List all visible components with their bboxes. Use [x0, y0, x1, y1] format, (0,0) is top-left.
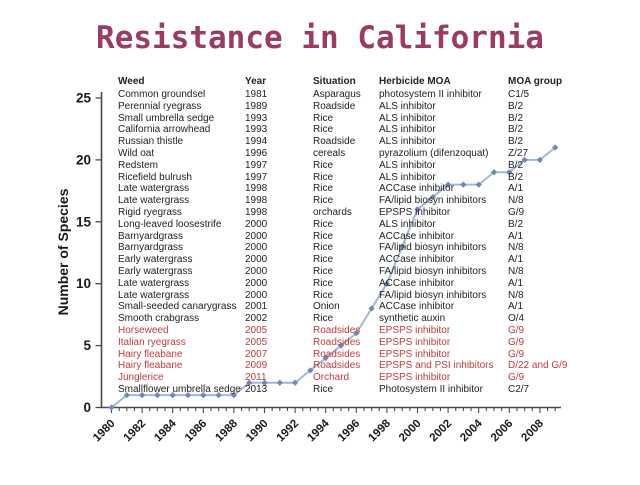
y-tick-label: 15: [75, 214, 91, 230]
cell-weed: Perennial ryegrass: [118, 100, 202, 112]
y-tick-label: 0: [83, 400, 91, 415]
cell-herbicide-moa: FA/lipid biosyn inhibitors: [379, 242, 487, 254]
cell-moa-group: N/8: [508, 266, 524, 277]
cell-weed: Redstem: [118, 159, 159, 171]
x-tick-label: 1996: [335, 417, 363, 445]
cell-moa-group: A/1: [508, 301, 524, 313]
cell-situation: Rice: [313, 289, 334, 301]
column-header: Weed: [118, 76, 145, 87]
cell-situation: orchards: [313, 207, 352, 218]
cell-weed: Late watergrass: [118, 183, 190, 195]
cell-weed: Junglerice: [118, 372, 164, 384]
cell-year: 1998: [245, 207, 268, 218]
cell-herbicide-moa: ACCase inhibitor: [379, 254, 455, 266]
cell-herbicide-moa: ALS inhibitor: [379, 136, 436, 148]
cell-herbicide-moa: ACCase inhibitor: [379, 183, 455, 195]
weed-resistance-table: [118, 77, 588, 407]
x-tick-label: 1992: [274, 417, 302, 445]
y-tick-label: 5: [83, 338, 91, 354]
cell-year: 1997: [245, 159, 268, 171]
cell-herbicide-moa: ALS inhibitor: [379, 100, 436, 112]
cell-situation: Asparagus: [313, 89, 361, 100]
cell-year: 1998: [245, 183, 268, 195]
cell-weed: Late watergrass: [118, 195, 190, 207]
cell-herbicide-moa: Photosystem II inhibitor: [379, 384, 483, 395]
cell-moa-group: A/1: [508, 277, 524, 289]
cell-weed: Ricefield bulrush: [118, 171, 192, 183]
cell-situation: Onion: [313, 301, 340, 313]
cell-year: 2013: [245, 384, 268, 395]
cell-weed: Small umbrella sedge: [118, 112, 215, 124]
y-tick-label: 10: [75, 276, 91, 292]
cell-herbicide-moa: synthetic auxin: [379, 313, 446, 325]
x-tick-label: 1982: [121, 417, 149, 445]
cell-weed: Hairy fleabane: [118, 360, 183, 372]
cell-moa-group: B/2: [508, 112, 524, 124]
cell-weed: Barnyardgrass: [118, 230, 184, 242]
cell-year: 2007: [245, 348, 268, 360]
cell-moa-group: N/8: [508, 195, 524, 207]
cell-situation: Rice: [313, 384, 334, 395]
cell-situation: Rice: [313, 218, 334, 230]
cell-situation: Roadsides: [313, 336, 361, 348]
cell-moa-group: A/1: [508, 230, 524, 242]
cell-situation: Rice: [313, 254, 334, 266]
x-tick-label: 1998: [366, 417, 394, 445]
x-tick-label: 2006: [488, 417, 516, 445]
cell-year: 2000: [245, 266, 268, 277]
cell-situation: Rice: [313, 171, 334, 183]
cell-moa-group: G/9: [508, 336, 525, 348]
column-header: Situation: [313, 76, 356, 87]
cell-moa-group: D/22 and G/9: [508, 360, 568, 372]
x-tick-label: 2004: [458, 417, 485, 445]
column-header: Herbicide MOA: [379, 76, 451, 87]
cell-year: 2000: [245, 254, 268, 266]
cell-moa-group: Z/27: [508, 148, 529, 159]
cell-situation: Rice: [313, 124, 334, 136]
cell-situation: Rice: [313, 242, 334, 254]
cell-year: 2000: [245, 242, 268, 254]
cell-situation: cereals: [313, 148, 346, 159]
cell-moa-group: A/1: [508, 254, 524, 266]
cell-moa-group: B/2: [508, 124, 524, 136]
cell-weed: California arrowhead: [118, 124, 211, 136]
cell-weed: Common groundsel: [118, 89, 206, 100]
cell-herbicide-moa: FA/lipid biosyn inhibitors: [379, 195, 487, 207]
cell-situation: Rice: [313, 195, 334, 207]
cell-weed: Early watergrass: [118, 266, 193, 277]
column-header: MOA group: [508, 76, 563, 87]
x-tick-label: 1984: [152, 417, 179, 445]
cell-weed: Smooth crabgrass: [118, 313, 200, 325]
cell-moa-group: N/8: [508, 289, 524, 301]
cell-herbicide-moa: EPSPS inhibitor: [379, 372, 451, 384]
y-tick-label: 25: [75, 90, 91, 106]
cell-moa-group: G/9: [508, 372, 525, 384]
cell-herbicide-moa: ACCase inhibitor: [379, 277, 455, 289]
cell-moa-group: C1/5: [508, 89, 530, 100]
cell-moa-group: O/4: [508, 313, 525, 325]
x-tick-label: 2008: [519, 417, 547, 445]
cell-weed: Late watergrass: [118, 289, 190, 301]
cell-herbicide-moa: FA/lipid biosyn inhibitors: [379, 266, 487, 277]
cell-herbicide-moa: ALS inhibitor: [379, 112, 436, 124]
cell-year: 2000: [245, 289, 268, 301]
x-tick-label: 1986: [182, 417, 210, 445]
cell-herbicide-moa: EPSPS inhibitor: [379, 325, 451, 336]
cell-herbicide-moa: ALS inhibitor: [379, 218, 436, 230]
cell-situation: Rice: [313, 112, 334, 124]
cell-moa-group: B/2: [508, 218, 524, 230]
cell-year: 2001: [245, 301, 268, 313]
cell-moa-group: B/2: [508, 171, 524, 183]
cell-weed: Late watergrass: [118, 277, 190, 289]
cell-year: 1996: [245, 148, 268, 159]
cell-year: 1989: [245, 100, 268, 112]
cell-year: 1998: [245, 195, 268, 207]
cell-situation: Rice: [313, 183, 334, 195]
y-axis-label: Number of Species: [55, 188, 71, 316]
cell-herbicide-moa: EPSPS inhibitor: [379, 207, 451, 218]
cell-weed: Early watergrass: [118, 254, 193, 266]
cell-situation: Orchard: [313, 372, 350, 384]
cell-year: 2009: [245, 360, 268, 372]
cell-herbicide-moa: ACCase inhibitor: [379, 301, 455, 313]
cell-year: 1993: [245, 112, 268, 124]
cell-situation: Rice: [313, 313, 334, 325]
cell-year: 1981: [245, 89, 268, 100]
cell-moa-group: G/9: [508, 325, 525, 336]
cell-year: 2005: [245, 325, 268, 336]
cell-weed: Smallflower umbrella sedge: [118, 384, 241, 395]
cell-herbicide-moa: FA/lipid biosyn inhibitors: [379, 289, 487, 301]
cell-weed: Rigid ryegrass: [118, 207, 182, 218]
cell-moa-group: N/8: [508, 242, 524, 254]
cell-situation: Rice: [313, 277, 334, 289]
cell-situation: Roadsides: [313, 325, 361, 336]
y-tick-label: 20: [75, 152, 91, 168]
cell-herbicide-moa: ALS inhibitor: [379, 159, 436, 171]
cell-moa-group: A/1: [508, 183, 524, 195]
cell-year: 2002: [245, 313, 268, 325]
cell-situation: Roadsides: [313, 360, 361, 372]
cell-herbicide-moa: ALS inhibitor: [379, 124, 436, 136]
cell-year: 1994: [245, 136, 268, 148]
cell-weed: Long-leaved loosestrife: [118, 218, 222, 230]
x-tick-label: 1994: [305, 417, 332, 445]
cell-moa-group: B/2: [508, 159, 524, 171]
cell-moa-group: G/9: [508, 207, 525, 218]
cell-weed: Horseweed: [118, 325, 169, 336]
cell-herbicide-moa: pyrazolium (difenzoquat): [379, 148, 489, 159]
cell-year: 2005: [245, 336, 268, 348]
cell-year: 2000: [245, 230, 268, 242]
cell-situation: Roadsides: [313, 348, 361, 360]
x-tick-label: 1980: [91, 417, 118, 445]
cell-moa-group: C2/7: [508, 384, 530, 395]
cell-herbicide-moa: EPSPS and PSI inhibitors: [379, 360, 494, 372]
cell-herbicide-moa: photosystem II inhibitor: [379, 89, 482, 100]
cell-situation: Roadside: [313, 100, 356, 112]
cell-year: 2000: [245, 218, 268, 230]
slide-title: Resistance in California: [96, 20, 544, 56]
cell-situation: Rice: [313, 159, 334, 171]
cell-year: 2000: [245, 277, 268, 289]
cell-moa-group: B/2: [508, 136, 524, 148]
cell-herbicide-moa: EPSPS inhibitor: [379, 348, 451, 360]
cell-year: 2011: [245, 372, 267, 384]
x-tick-label: 1988: [213, 417, 241, 445]
cell-weed: Russian thistle: [118, 136, 184, 148]
cell-weed: Hairy fleabane: [118, 348, 183, 360]
column-header: Year: [245, 76, 267, 87]
x-tick-label: 1990: [244, 417, 271, 445]
cell-herbicide-moa: ALS inhibitor: [379, 171, 436, 183]
cell-weed: Wild oat: [118, 148, 155, 159]
x-tick-label: 2000: [397, 417, 424, 445]
cell-situation: Rice: [313, 230, 334, 242]
cell-year: 1997: [245, 171, 268, 183]
cell-moa-group: B/2: [508, 100, 524, 112]
cell-situation: Roadside: [313, 136, 356, 148]
cell-situation: Rice: [313, 266, 334, 277]
cell-moa-group: G/9: [508, 348, 525, 360]
x-tick-label: 2002: [427, 417, 455, 445]
cell-weed: Barnyardgrass: [118, 242, 184, 254]
cell-herbicide-moa: EPSPS inhibitor: [379, 336, 451, 348]
cell-weed: Small-seeded canarygrass: [118, 301, 237, 313]
cell-herbicide-moa: ACCase inhibitor: [379, 230, 455, 242]
cell-weed: Italian ryegrass: [118, 336, 186, 348]
cell-year: 1993: [245, 124, 268, 136]
